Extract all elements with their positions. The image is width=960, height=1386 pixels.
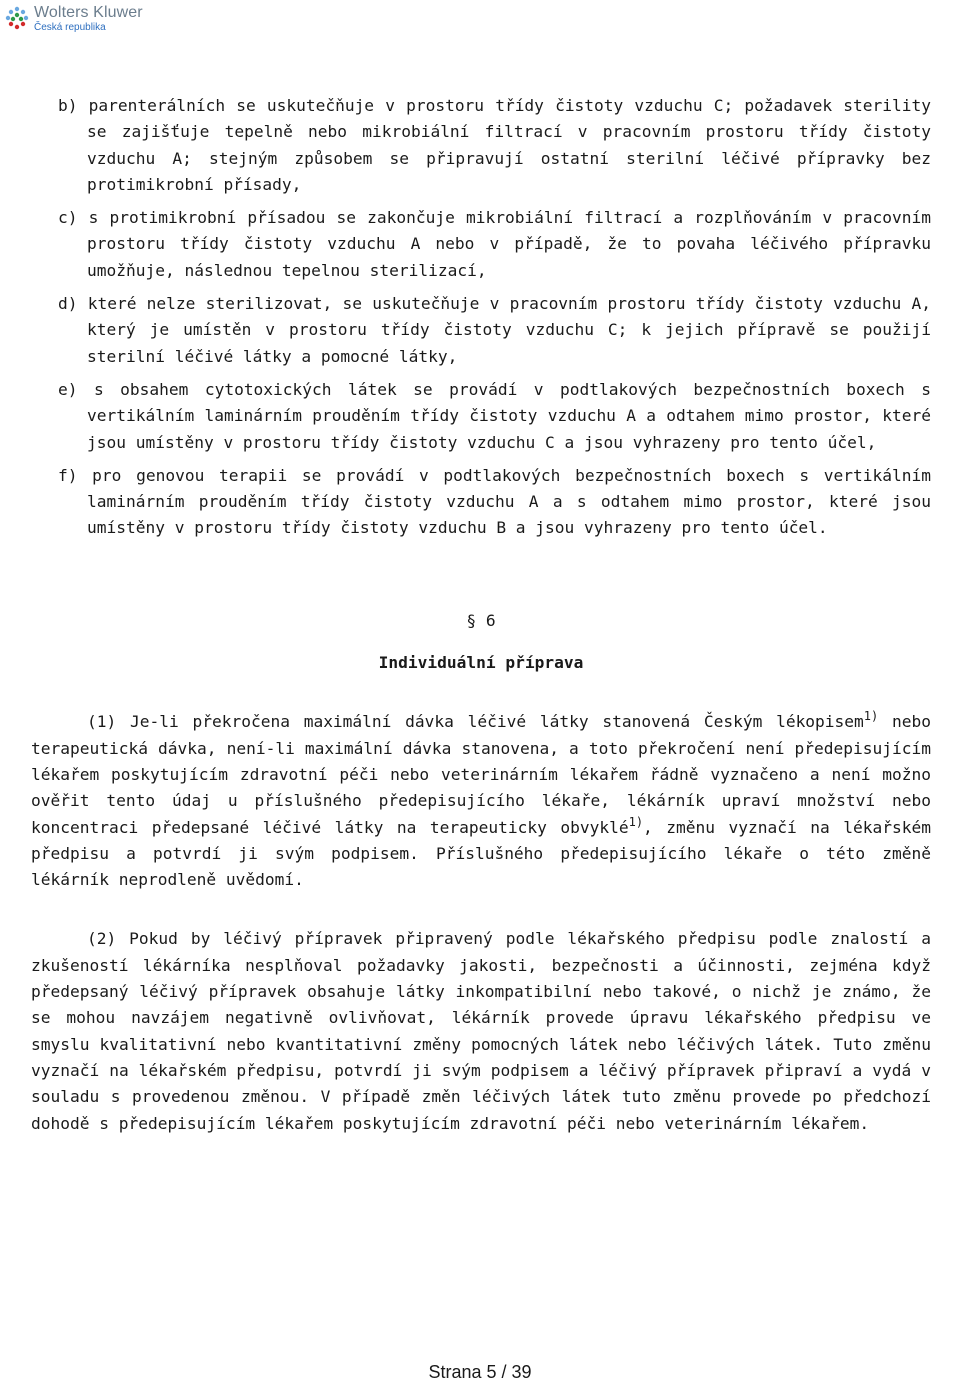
paragraph-1 bbox=[31, 709, 931, 893]
list-item-c: c) s protimikrobní přísadou se zakončuje mikrobiální filtrací a rozplňováním v pracovním prostoru třídy čistoty vzduchu A nebo v případě, že to povaha léčivého přípravku umožňuje, následnou tepelnou sterilizací, bbox=[58, 208, 931, 280]
section-title: Individuální příprava bbox=[378, 653, 584, 673]
list-item-d: d) které nelze sterilizovat, se uskutečňuje v pracovním prostoru třídy čistoty vzduchu A, který je umístěn v prostoru třídy čistoty vzduchu C; k jejich přípravě se použijí sterilní léčivé látky a pomocné látky, bbox=[58, 294, 931, 366]
footnote-ref: 1) bbox=[863, 709, 879, 724]
list-item-e: e) s obsahem cytotoxických látek se provádí v podtlakových bezpečnostních boxech s vertikálním laminárním prouděním třídy čistoty vzduchu A a odtahem mimo prostor, které jsou umístěny v prostoru třídy čistoty vzduchu C a jsou vyhrazeny pro tento účel, bbox=[58, 379, 931, 452]
brand-name: Wolters Kluwer bbox=[34, 4, 143, 21]
footnote-ref: 1) bbox=[628, 814, 644, 829]
document-body bbox=[31, 93, 931, 1137]
list-item-b: b) parenterálních se uskutečňuje v prostoru třídy čistoty vzduchu C; požadavek sterility se zajišťuje tepelně nebo mikrobiální filtrací v pracovním prostoru třídy čistoty vzduchu A; stejným způsobem se připravují ostatní sterilní léčivé přípravky bez protimikrobní přísady, bbox=[58, 96, 931, 194]
section-number: § 6 bbox=[466, 610, 496, 630]
paragraph-1-text-c: , změnu vyznačí na lékařském předpisu a potvrdí ji svým podpisem. Příslušného předepisujícího lékaře o této změně lékárník neprodleně uvědomí. bbox=[31, 817, 931, 890]
paragraph-2: (2) Pokud by léčivý přípravek připravený podle lékařského předpisu podle znalostí a zkušeností lékárníka nesplňoval požadavky jakosti, bezpečnosti a účinnosti, zejména když předepsaný léčivý přípravek obsahuje látky inkompatibilní nebo takové, o nichž je známo, že se mohou navzájem negativně ovlivňovat, lékárník provede úpravu lékařského předpisu ve smyslu kvalitativní nebo kvantitativní změny pomocných látek nebo léčivých látek. Tuto změnu vyznačí na lékařském předpisu, potvrdí ji svým podpisem a léčivý přípravek připraví a vydá v souladu s provedenou změnou. V případě změn léčivých látek tuto změnu provede po předchozí dohodě s předepisujícím lékařem poskytujícím zdravotní péči nebo veterinárním lékařem. bbox=[31, 929, 931, 1133]
publisher-logo bbox=[4, 2, 143, 36]
paragraph-1-text-a: (1) Je-li překročena maximální dávka léčivé látky stanovená Českým lékopisem bbox=[87, 712, 864, 732]
list-item-f: f) pro genovou terapii se provádí v podtlakových bezpečnostních boxech s vertikálním laminárním prouděním třídy čistoty vzduchu A a s odtahem mimo prostor, které jsou umístěny v prostoru třídy čistoty vzduchu B a jsou vyhrazeny pro tento účel. bbox=[58, 465, 931, 538]
brand-subtitle: Česká republika bbox=[34, 22, 106, 33]
page-number: Strana 5 / 39 bbox=[428, 1362, 532, 1382]
paragraph-1-text-b: nebo terapeutická dávka, není-li maximální dávka stanovena, a toto překročení není předepisujícím lékařem poskytujícím zdravotní péči nebo veterinárním lékařem řádně vyznačeno a není možno ověřit tento údaj u příslušného předepisujícího lékaře, lékárník upraví množství nebo koncentraci předepsané léčivé látky na terapeuticky obvyklé bbox=[31, 712, 931, 837]
wolters-kluwer-logo-icon bbox=[4, 5, 30, 31]
